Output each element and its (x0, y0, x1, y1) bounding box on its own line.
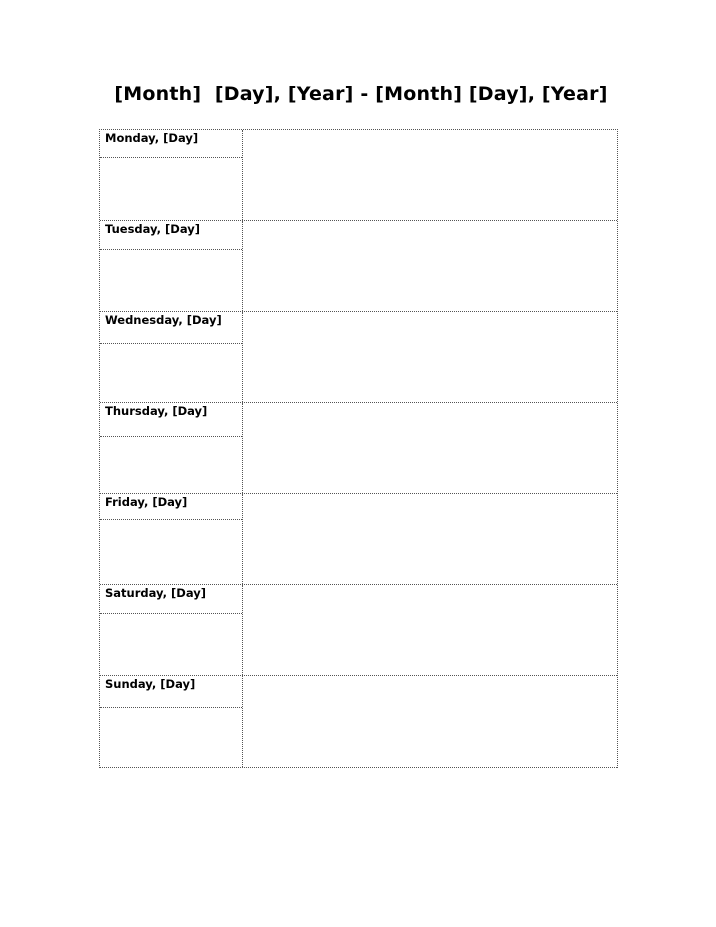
day-row-saturday (100, 585, 617, 676)
day-left-notes-cell[interactable] (100, 344, 242, 402)
day-notes-cell-monday[interactable] (243, 130, 617, 220)
day-left-column (100, 585, 243, 675)
day-label-saturday: Saturday, [Day] (100, 585, 242, 614)
day-left-column (100, 676, 243, 767)
day-left-notes-cell[interactable] (100, 158, 242, 220)
day-row-thursday (100, 403, 617, 494)
day-notes-cell-saturday[interactable] (243, 585, 617, 675)
day-left-column (100, 221, 243, 311)
day-label-monday: Monday, [Day] (100, 130, 242, 158)
page-title: [Month] [Day], [Year] - [Month] [Day], [Year] (114, 83, 608, 105)
day-row-wednesday (100, 312, 617, 403)
day-label-thursday: Thursday, [Day] (100, 403, 242, 437)
day-label-wednesday: Wednesday, [Day] (100, 312, 242, 344)
day-notes-cell-sunday[interactable] (243, 676, 617, 767)
day-left-notes-cell[interactable] (100, 520, 242, 584)
day-row-monday (100, 130, 617, 221)
weekly-planner-table (99, 129, 618, 768)
day-notes-cell-tuesday[interactable] (243, 221, 617, 311)
day-notes-cell-wednesday[interactable] (243, 312, 617, 402)
day-left-column (100, 312, 243, 402)
day-label-sunday: Sunday, [Day] (100, 676, 242, 708)
day-left-column (100, 494, 243, 584)
day-notes-cell-friday[interactable] (243, 494, 617, 584)
day-row-sunday (100, 676, 617, 768)
day-label-friday: Friday, [Day] (100, 494, 242, 520)
day-left-column (100, 130, 243, 220)
day-left-notes-cell[interactable] (100, 614, 242, 675)
day-notes-cell-thursday[interactable] (243, 403, 617, 493)
day-left-column (100, 403, 243, 493)
day-left-notes-cell[interactable] (100, 708, 242, 767)
day-row-friday (100, 494, 617, 585)
day-left-notes-cell[interactable] (100, 250, 242, 311)
day-row-tuesday (100, 221, 617, 312)
day-left-notes-cell[interactable] (100, 437, 242, 493)
day-label-tuesday: Tuesday, [Day] (100, 221, 242, 250)
